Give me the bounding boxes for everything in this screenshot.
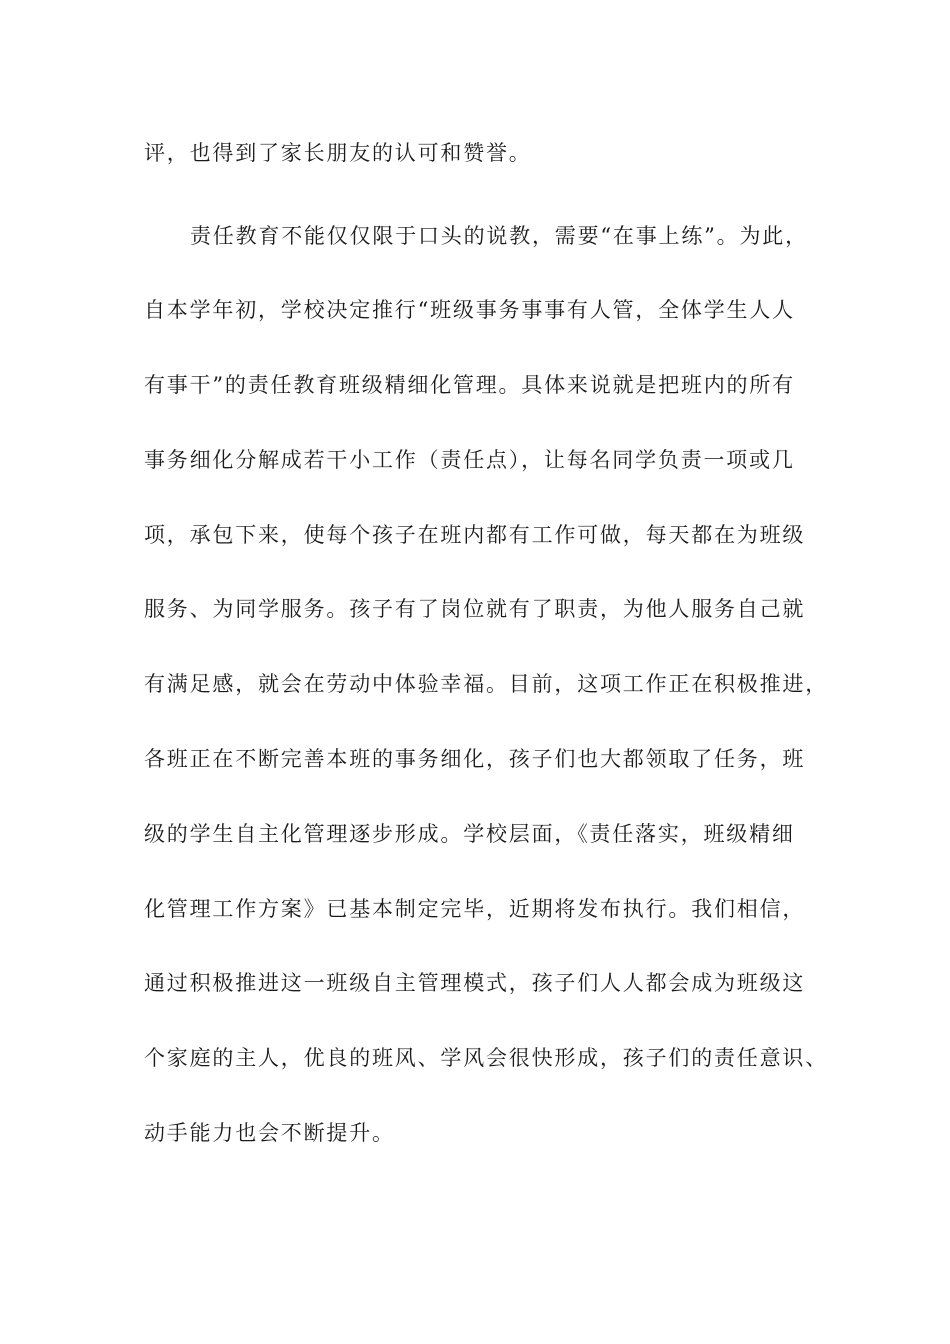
text-line: 项，承包下来，使每个孩子在班内都有工作可做，每天都在为班级 xyxy=(144,523,806,547)
text-line: 各班正在不断完善本班的事务细化，孩子们也大都领取了任务，班 xyxy=(144,747,806,771)
text-line: 级的学生自主化管理逐步形成。学校层面，《责任落实，班级精细 xyxy=(144,822,795,846)
text-line: 化管理工作方案》已基本制定完毕，近期将发布执行。我们相信， xyxy=(144,897,806,921)
text-line: 有事干”的责任教育班级精细化管理。具体来说就是把班内的所有 xyxy=(144,373,795,397)
text-line: 有满足感，就会在劳动中体验幸福。目前，这项工作正在积极推进， xyxy=(144,672,828,696)
paragraph-first-line: 责任教育不能仅仅限于口头的说教，需要“在事上练”。为此， xyxy=(190,224,808,248)
text-line: 服务、为同学服务。孩子有了岗位就有了职责，为他人服务自己就 xyxy=(144,597,806,621)
text-line: 评，也得到了家长朋友的认可和赞誉。 xyxy=(144,141,532,165)
text-line: 动手能力也会不断提升。 xyxy=(144,1121,395,1145)
text-line: 事务细化分解成若干小工作（责任点），让每名同学负责一项或几 xyxy=(144,448,795,472)
text-line: 通过积极推进这一班级自主管理模式，孩子们人人都会成为班级这 xyxy=(144,971,806,995)
text-line: 个家庭的主人，优良的班风、学风会很快形成，孩子们的责任意识、 xyxy=(144,1046,828,1070)
text-line: 自本学年初，学校决定推行“班级事务事事有人管，全体学生人人 xyxy=(144,298,795,322)
